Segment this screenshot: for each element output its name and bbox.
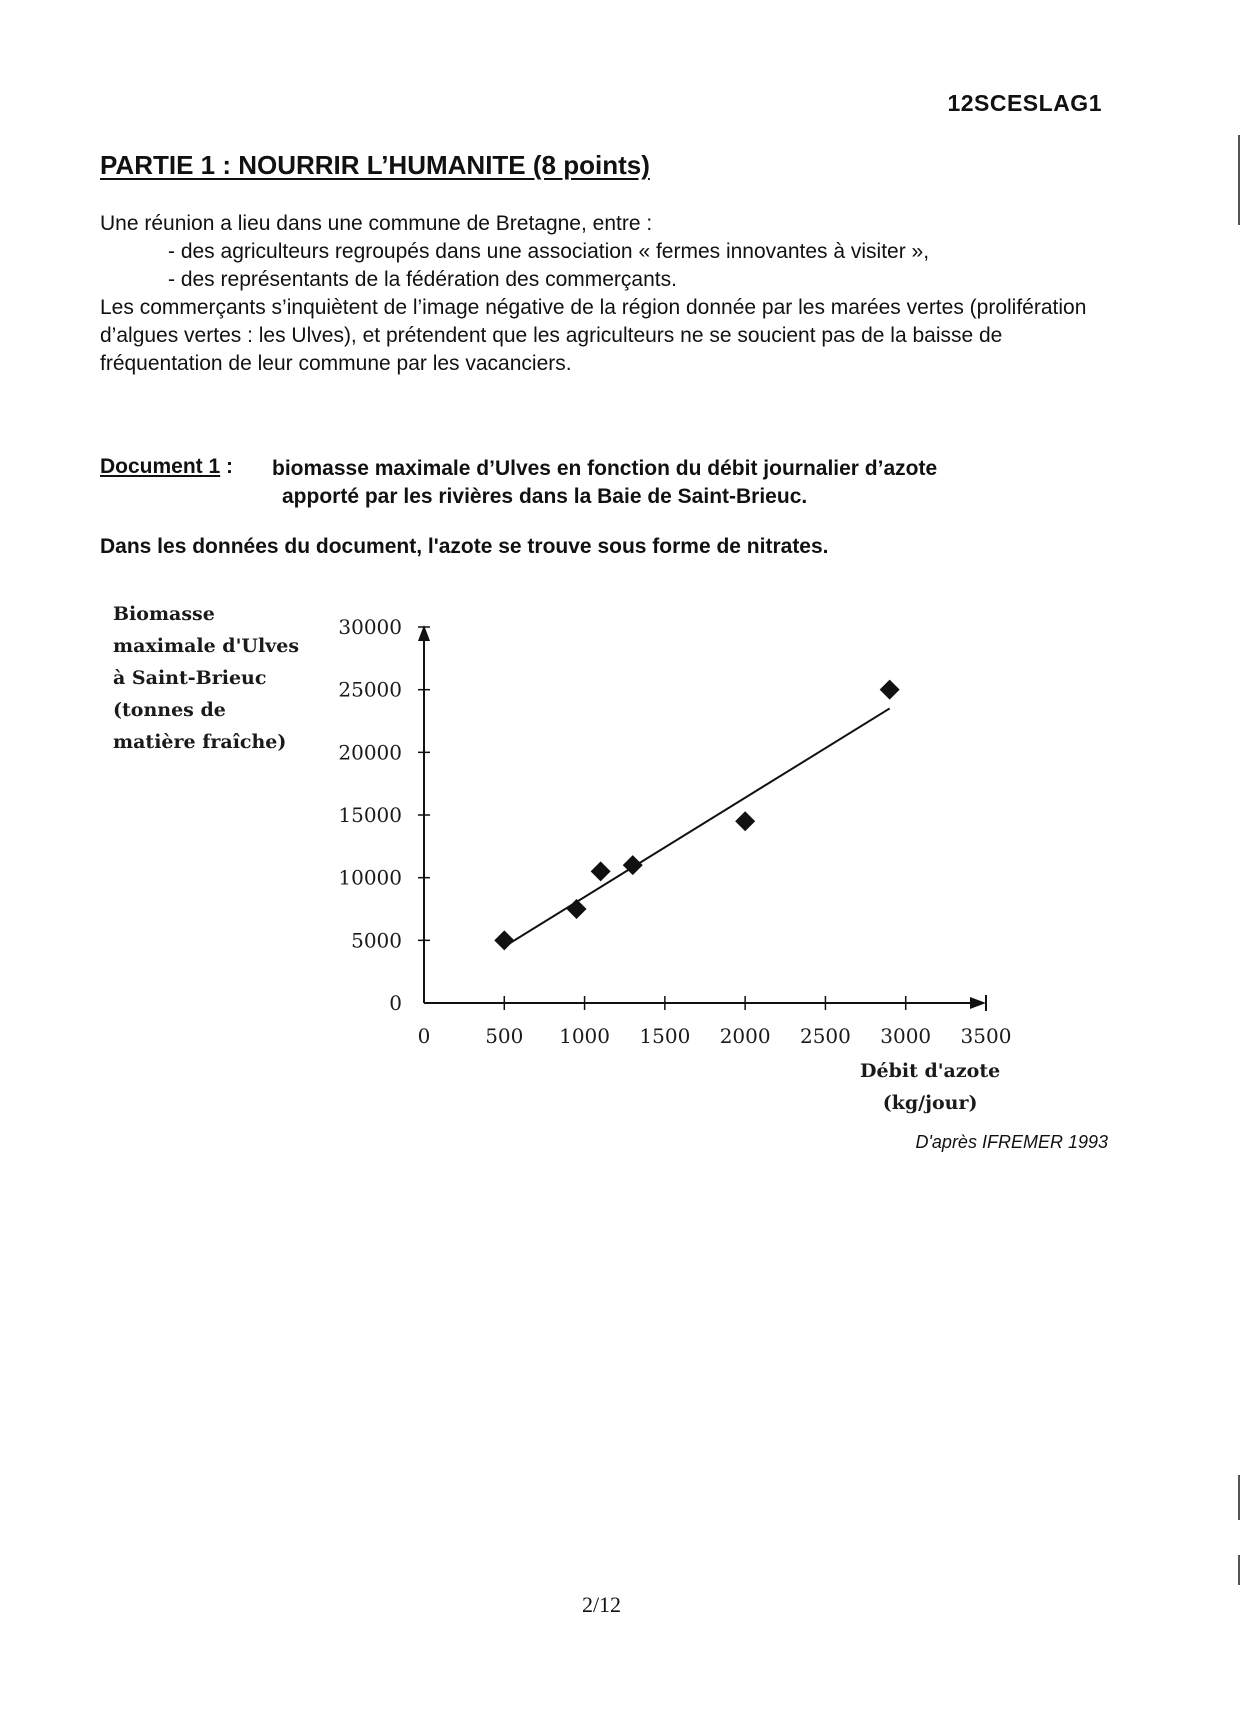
x-axis-label-line: Débit d'azote: [860, 1060, 1001, 1082]
data-point: [567, 899, 587, 919]
scan-edge-mark: [1238, 1555, 1240, 1585]
y-axis-label-line: maximale d'Ulves: [113, 635, 300, 657]
trendline: [504, 708, 889, 946]
intro-paragraph: Les commerçants s’inquiètent de l’image négative de la région donnée par les marées vertes (prolifération d’algues vertes : les Ulves), et prétendent que les agriculteurs ne se soucient pas de la baisse de fréquentation de leur commune par les vacanciers.: [100, 296, 1087, 375]
x-tick-label: 3500: [960, 1024, 1012, 1048]
y-tick-label: 10000: [338, 865, 402, 890]
intro-line: Une réunion a lieu dans une commune de Bretagne, entre :: [100, 212, 653, 235]
x-tick-label: 1500: [639, 1024, 691, 1048]
y-tick-label: 30000: [338, 615, 402, 639]
y-tick-label: 25000: [338, 677, 402, 702]
document-1-description-line-2: apporté par les rivières dans la Baie de Saint-Brieuc.: [282, 485, 808, 508]
y-axis-label-line: Biomasse: [113, 603, 215, 625]
nitrate-note: Dans les données du document, l'azote se trouve sous forme de nitrates.: [100, 535, 829, 558]
x-tick-label: 0: [417, 1024, 431, 1048]
chart-axes: [418, 625, 986, 1011]
trendline-group: [504, 708, 889, 946]
y-tick-label: 15000: [338, 803, 402, 827]
intro-bullet-farmers: - des agriculteurs regroupés dans une association « fermes innovantes à visiter »,: [168, 240, 930, 263]
data-point: [494, 930, 514, 950]
document-1-label-text: Document 1: [100, 455, 221, 478]
document-1-separator: :: [220, 455, 234, 478]
data-point: [591, 861, 611, 881]
x-tick-label: 2000: [719, 1024, 771, 1048]
document-code: 12SCESLAG1: [947, 90, 1102, 116]
scan-edge-mark: [1238, 135, 1240, 225]
y-tick-label: 0: [389, 991, 402, 1015]
part-title: PARTIE 1 : NOURRIR L’HUMANITE (8 points): [100, 150, 650, 180]
x-axis-label-line: (kg/jour): [882, 1092, 978, 1114]
x-tick-label: 1000: [559, 1024, 611, 1048]
x-axis-label: [860, 1055, 1000, 1119]
x-axis-arrow: [970, 997, 986, 1009]
y-axis-label-line: à Saint-Brieuc: [113, 667, 267, 689]
data-points: [494, 680, 899, 951]
y-tick-label: 5000: [351, 928, 402, 953]
y-tick-label: 20000: [338, 740, 402, 765]
document-1-description-line-1: biomasse maximale d’Ulves en fonction du débit journalier d’azote: [272, 457, 938, 480]
source-citation: D'après IFREMER 1993: [915, 1132, 1108, 1152]
x-tick-label: 500: [485, 1024, 524, 1048]
scan-edge-mark: [1238, 1475, 1240, 1520]
x-tick-label: 3000: [880, 1024, 932, 1048]
y-axis-label-line: matière fraîche): [113, 731, 287, 753]
y-axis-ticks: [338, 615, 430, 1015]
x-tick-label: 2500: [799, 1024, 851, 1048]
data-point: [880, 680, 900, 700]
data-point: [735, 811, 755, 831]
intro-bullet-merchants: - des représentants de la fédération des commerçants.: [168, 268, 677, 291]
y-axis-label-line: (tonnes de: [113, 699, 226, 721]
page-number: 2/12: [581, 1592, 622, 1617]
